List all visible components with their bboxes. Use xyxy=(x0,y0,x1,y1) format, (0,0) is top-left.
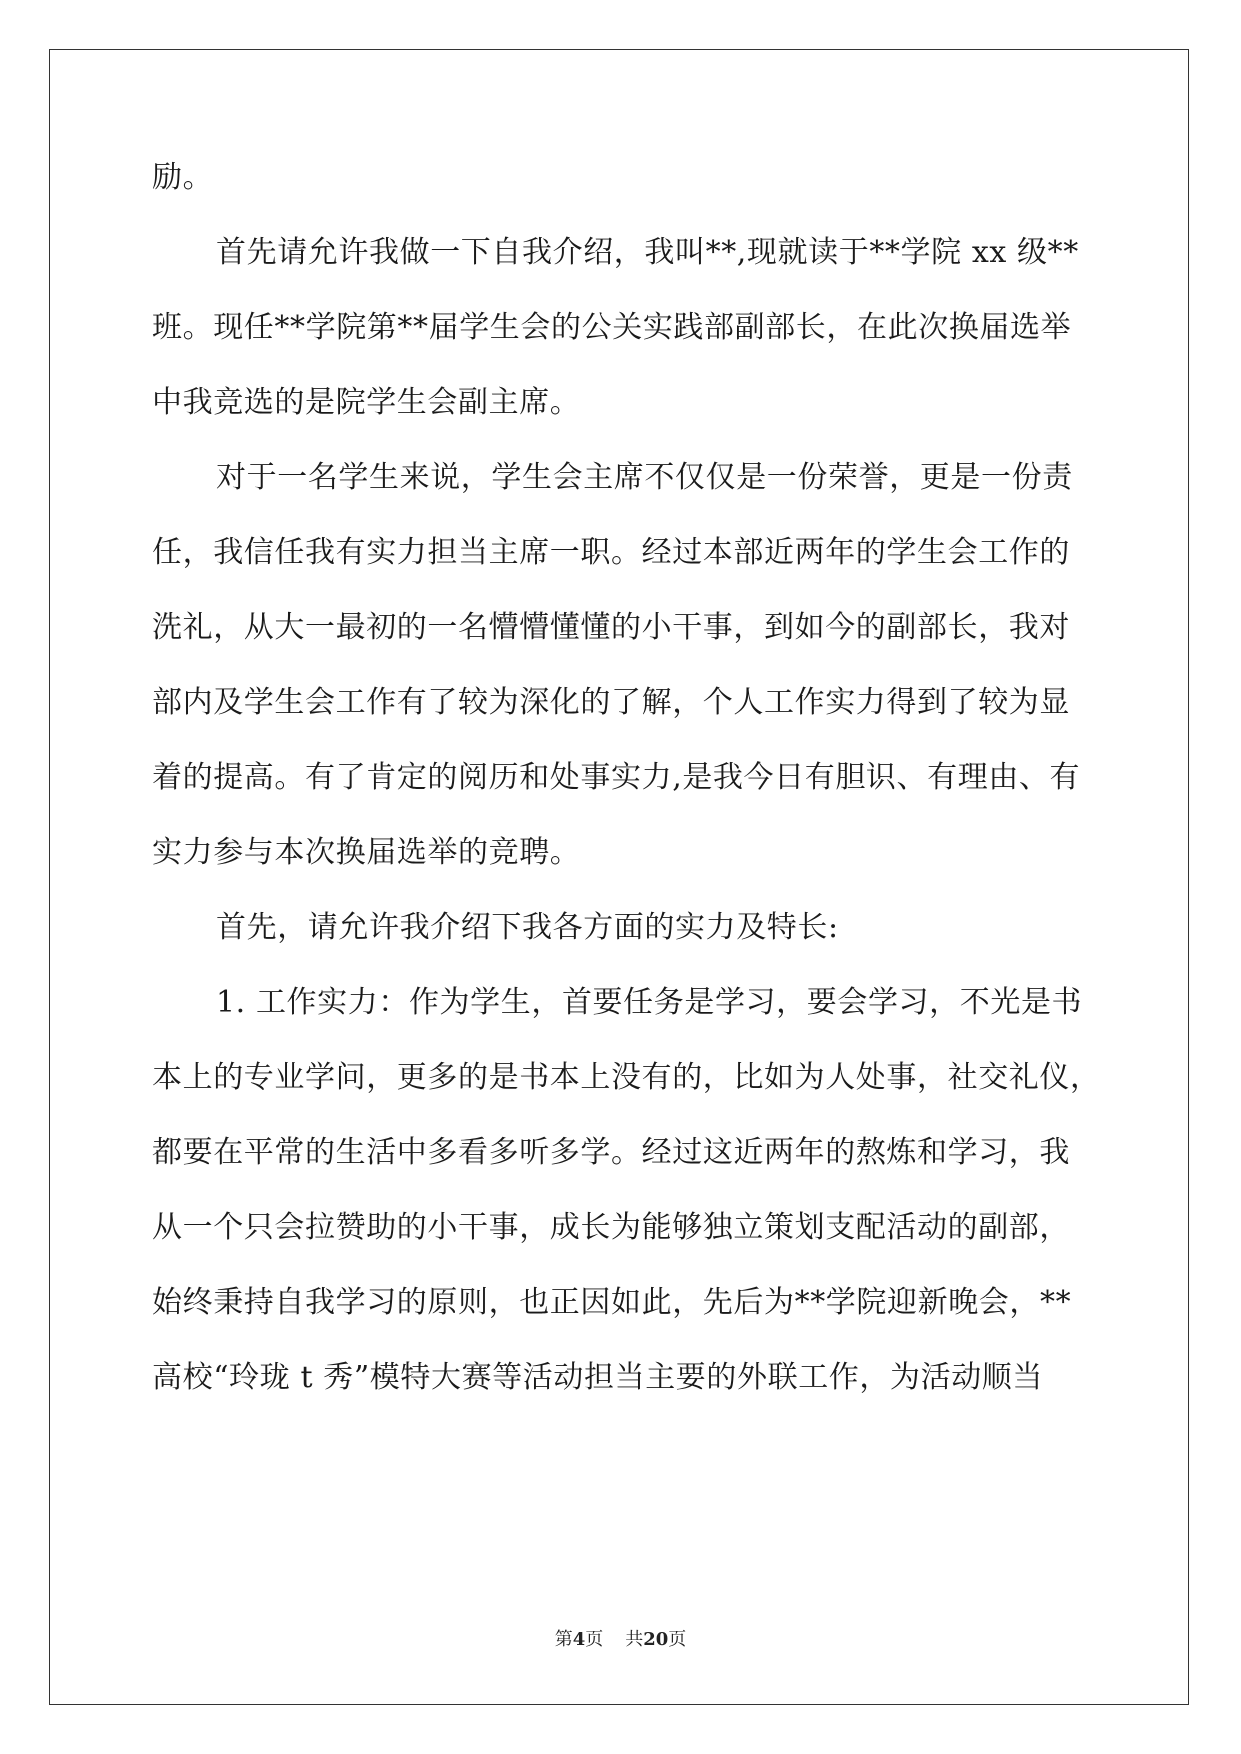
page-prefix: 第 xyxy=(554,1629,573,1650)
page-footer xyxy=(0,1628,1241,1652)
page-suffix: 页 xyxy=(585,1629,604,1650)
text-line: 对于一名学生来说，学生会主席不仅仅是一份荣誉，更是一份责 xyxy=(216,460,1073,495)
text-line: 本上的专业学问，更多的是书本上没有的，比如为人处事，社交礼仪， xyxy=(152,1060,1101,1095)
text-line: 始终秉持自我学习的原则，也正因如此，先后为**学院迎新晚会，** xyxy=(152,1285,1072,1320)
text-line: 中我竞选的是院学生会副主席。 xyxy=(152,385,581,420)
total-suffix: 页 xyxy=(668,1629,687,1650)
text-line: 洗礼，从大一最初的一名懵懵懂懂的小干事，到如今的副部长，我对 xyxy=(152,610,1070,645)
page-border xyxy=(49,49,1189,1705)
text-line: 任，我信任我有实力担当主席一职。经过本部近两年的学生会工作的 xyxy=(152,535,1070,570)
total-pages: 20 xyxy=(643,1629,669,1650)
page-number: 4 xyxy=(572,1629,586,1650)
total-prefix: 共 xyxy=(625,1629,644,1650)
text-line: 励。 xyxy=(152,160,214,195)
text-line: 实力参与本次换届选举的竞聘。 xyxy=(152,835,581,870)
text-line: 从一个只会拉赞助的小干事，成长为能够独立策划支配活动的副部， xyxy=(152,1210,1070,1245)
text-line: 都要在平常的生活中多看多听多学。经过这近两年的熬炼和学习，我 xyxy=(152,1135,1070,1170)
text-line: 1. 工作实力：作为学生，首要任务是学习，要会学习，不光是书 xyxy=(216,985,1083,1020)
text-line: 高校“玲珑 t 秀”模特大赛等活动担当主要的外联工作，为活动顺当 xyxy=(152,1360,1044,1395)
text-line: 首先请允许我做一下自我介绍，我叫**,现就读于**学院 xx 级** xyxy=(216,235,1079,270)
text-line: 着的提高。有了肯定的阅历和处事实力,是我今日有胆识、有理由、有 xyxy=(152,760,1081,795)
text-line: 部内及学生会工作有了较为深化的了解，个人工作实力得到了较为显 xyxy=(152,685,1070,720)
text-line: 首先，请允许我介绍下我各方面的实力及特长: xyxy=(216,910,839,945)
text-line: 班。现任**学院第**届学生会的公关实践部副部长，在此次换届选举 xyxy=(152,310,1072,345)
